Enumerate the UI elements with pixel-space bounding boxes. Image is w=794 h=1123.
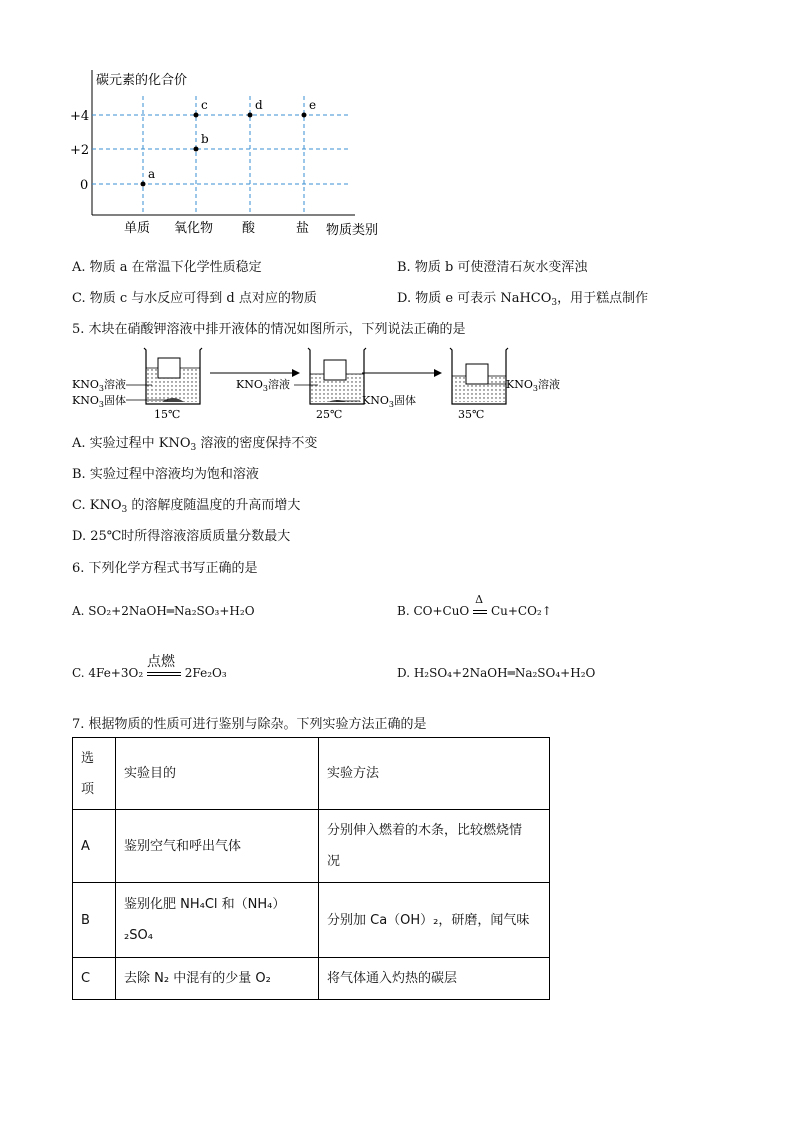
beaker-15c: [144, 348, 202, 404]
q4-option-d: [397, 287, 648, 308]
point-e: [302, 113, 307, 118]
beaker-35c: [450, 348, 508, 404]
text: Cu+CO₂↑: [490, 604, 552, 618]
header-purpose: 实验目的: [116, 738, 319, 810]
subscript: 3: [190, 443, 197, 453]
subscript: 3: [121, 505, 128, 515]
q6-stem: 6. 下列化学方程式书写正确的是: [72, 561, 258, 576]
text: A. 实验过程中 KNO: [72, 436, 191, 451]
text: C. KNO: [72, 498, 122, 513]
x-tick-label: 氧化物: [174, 221, 214, 236]
arrow-head: [292, 369, 300, 377]
point-d: [248, 113, 253, 118]
header-option: [73, 738, 116, 810]
cell-purpose: 鉴别空气和呼出气体: [116, 810, 319, 883]
q6-option-d: D. H₂SO₄+2NaOH═Na₂SO₄+H₂O: [397, 666, 596, 680]
x-axis-title: 物质类别: [326, 223, 379, 238]
q6-option-c: [72, 653, 227, 680]
point-label: e: [309, 98, 317, 112]
arrow-head: [434, 369, 442, 377]
q5-option-d: D. 25℃时所得溶液溶质质量分数最大: [72, 529, 291, 544]
cell-method: 将气体通入灼热的碳层: [319, 958, 550, 1000]
text: 的溶解度随温度的升高而增大: [127, 498, 301, 513]
cell-method: [319, 810, 550, 883]
beaker-figure: [70, 340, 580, 425]
cell-purpose: 去除 N₂ 中混有的少量 O₂: [116, 958, 319, 1000]
label-kno3-solid: $KNO_3$固体: [362, 394, 416, 409]
label-kno3-solid: $KNO_3$固体: [72, 394, 126, 409]
q7-table: [72, 737, 550, 1000]
q4-option-a: A. 物质 a 在常温下化学性质稳定: [72, 260, 262, 275]
text: 溶液的密度保持不变: [196, 436, 318, 451]
table-row: [73, 883, 550, 958]
cell-option: B: [73, 883, 116, 958]
q4-option-b: B. 物质 b 可使澄清石灰水变浑浊: [397, 260, 588, 275]
table-row: [73, 810, 550, 883]
label-kno3-solution: $KNO_3$溶液: [236, 378, 290, 393]
condition-heat: Δ: [475, 592, 484, 606]
text: 分别伸入燃着的木条，比较燃烧情: [327, 823, 523, 838]
cell-option: A: [73, 810, 116, 883]
cell-method: 分别加 Ca（OH）₂，研磨，闻气味: [319, 883, 550, 958]
valence-chart: [60, 60, 400, 245]
text: D. 物质 e 可表示 NaHCO: [397, 291, 552, 306]
temp-25: 25℃: [316, 408, 343, 421]
temp-15: 15℃: [154, 408, 181, 421]
condition-ignite: 点燃: [146, 653, 175, 670]
label-kno3-solution: $KNO_3$溶液: [72, 378, 126, 393]
x-tick-label: 单质: [124, 221, 151, 236]
x-tick-label: 酸: [242, 221, 256, 236]
y-tick-label: +4: [70, 109, 90, 124]
text: ，用于糕点制作: [557, 291, 649, 306]
point-label: a: [148, 167, 156, 181]
cell-purpose: [116, 883, 319, 958]
text: 鉴别化肥 NH₄Cl 和（NH₄）: [124, 897, 286, 912]
subscript: 3: [551, 298, 558, 308]
q4-option-c: C. 物质 c 与水反应可得到 d 点对应的物质: [72, 291, 317, 306]
point-b: [194, 147, 199, 152]
point-label: b: [201, 132, 209, 146]
reaction-arrow: [473, 592, 487, 617]
text: 2Fe₂O₃: [184, 666, 227, 680]
point-label: c: [201, 98, 208, 112]
label-kno3-solution: $KNO_3$溶液: [506, 378, 560, 393]
text: 选: [81, 750, 95, 766]
q5-option-b: B. 实验过程中溶液均为饱和溶液: [72, 467, 259, 482]
x-tick-label: 盐: [296, 221, 310, 236]
reaction-arrow: [146, 653, 181, 679]
point-a: [141, 182, 146, 187]
temp-35: 35℃: [458, 408, 485, 421]
y-axis-title: 碳元素的化合价: [96, 73, 188, 88]
q5-stem: 5. 木块在硝酸钾溶液中排开液体的情况如图所示，下列说法正确的是: [72, 322, 466, 337]
text: B. CO+CuO: [397, 604, 470, 618]
header-method: 实验方法: [319, 738, 550, 810]
q6-option-a: A. SO₂+2NaOH═Na₂SO₃+H₂O: [72, 604, 255, 618]
text: 项: [81, 781, 95, 797]
cell-option: C: [73, 958, 116, 1000]
table-header-row: [73, 738, 550, 810]
text: C. 4Fe+3O₂: [72, 666, 144, 680]
q5-option-c: [72, 494, 300, 515]
q7-stem: 7. 根据物质的性质可进行鉴别与除杂。下列实验方法正确的是: [72, 717, 427, 732]
text: ₂SO₄: [124, 928, 153, 943]
q6-option-b: [397, 592, 552, 618]
point-label: d: [255, 98, 263, 112]
table-row: [73, 958, 550, 1000]
point-c: [194, 113, 199, 118]
text: 况: [327, 854, 341, 869]
y-tick-label: +2: [70, 143, 90, 158]
beaker-25c: [308, 348, 366, 404]
y-tick-label: 0: [80, 178, 89, 193]
q5-option-a: [72, 432, 317, 453]
